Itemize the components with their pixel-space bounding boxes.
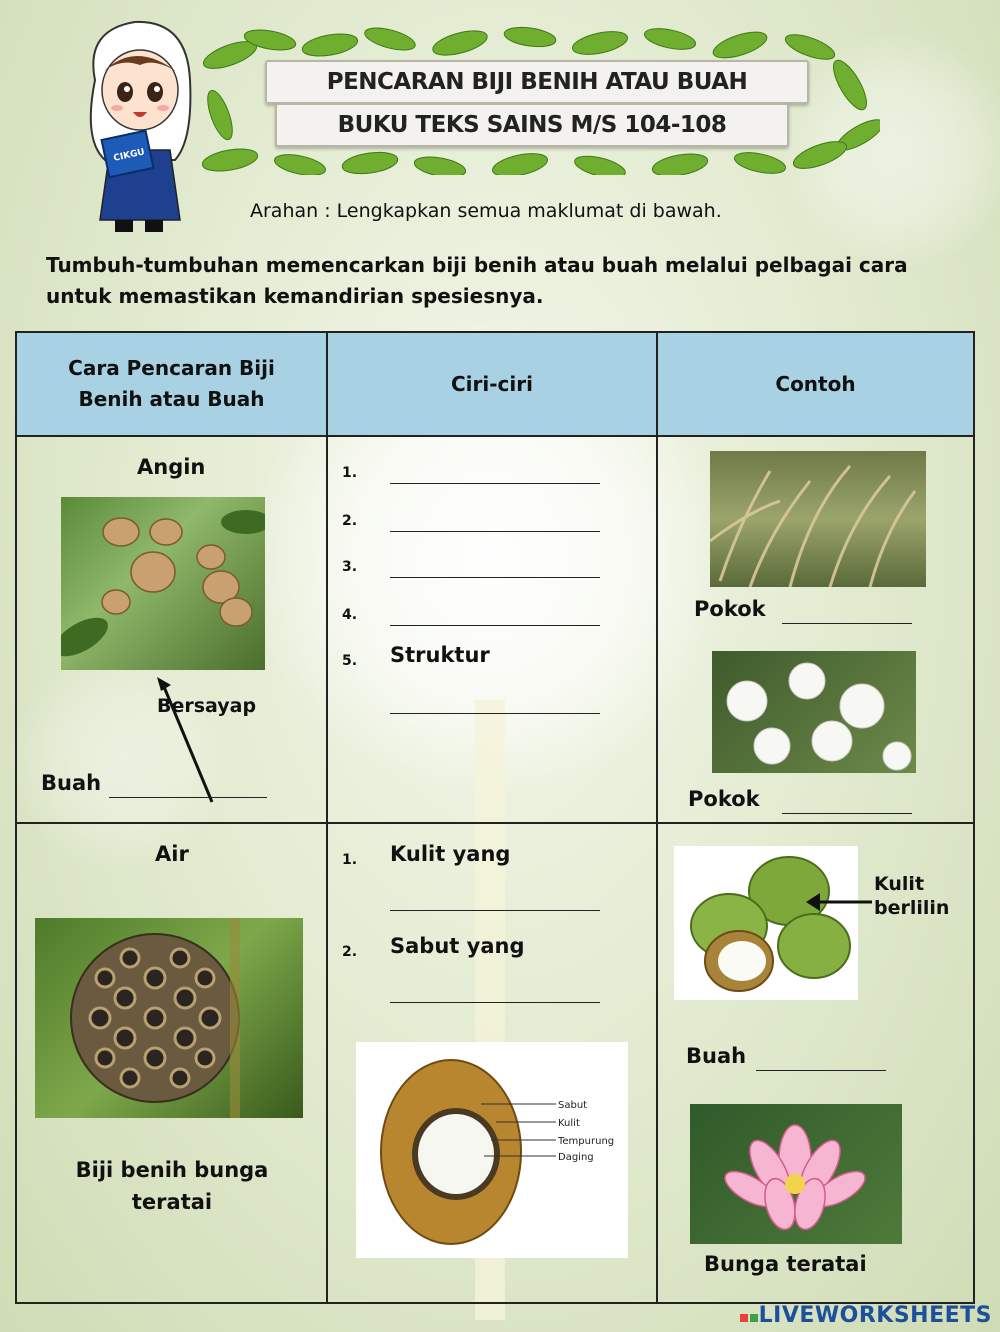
- coconut-illustration: [674, 846, 858, 1000]
- lotus-seed-pod-illustration: [35, 918, 303, 1118]
- grass-illustration: [710, 451, 926, 587]
- method-air: Air: [155, 842, 189, 866]
- teacher-cartoon: [75, 10, 205, 240]
- coconut-cross-section: [356, 1042, 628, 1258]
- liveworksheets-logo: [739, 1303, 992, 1328]
- lotus-flower-photo: [690, 1104, 902, 1244]
- winged-fruit-illustration: [61, 497, 265, 670]
- badge-text: CIKGU: [112, 147, 146, 164]
- cell-water-characteristics: [327, 823, 657, 1303]
- table-row-wind: [16, 436, 974, 823]
- label-tempurung: Tempurung: [558, 1136, 615, 1147]
- item-number-2-water: 2.: [342, 944, 358, 960]
- blank-characteristic-4[interactable]: [390, 625, 600, 626]
- winged-fruit-photo: [61, 497, 265, 670]
- logo-square-icon: [750, 1314, 758, 1322]
- method-angin: Angin: [137, 455, 206, 479]
- grass-photo: [710, 451, 926, 587]
- intro-paragraph: Tumbuh-tumbuhan memencarkan biji benih atau buah melalui pelbagai cara untuk memastikan kemandirian spesiesnya.: [46, 253, 908, 308]
- logo-text: LIVEWORKSHEETS: [758, 1303, 992, 1328]
- item-number-4: 4.: [342, 607, 358, 623]
- item-number-2: 2.: [342, 513, 358, 529]
- dispersal-table: [15, 331, 975, 1304]
- item-number-1: 1.: [342, 465, 358, 481]
- label-sabut-yang: Sabut yang: [390, 934, 525, 958]
- item-number-5: 5.: [342, 653, 358, 669]
- arrow-to-coconut: [806, 888, 874, 916]
- label-struktur: Struktur: [390, 643, 490, 667]
- label-pokok-1: Pokok: [694, 597, 766, 621]
- lotus-flower-illustration: [690, 1104, 902, 1244]
- cell-water-method: [16, 823, 327, 1303]
- lotus-seed-pod-photo: [35, 918, 303, 1118]
- header-method: Cara Pencaran Biji Benih atau Buah: [16, 332, 327, 436]
- cell-wind-characteristics: [327, 436, 657, 823]
- cotton-photo: [712, 651, 916, 773]
- item-number-1-water: 1.: [342, 852, 358, 868]
- item-number-3: 3.: [342, 559, 358, 575]
- label-bersayap: Bersayap: [157, 695, 257, 717]
- blank-characteristic-1[interactable]: [390, 483, 600, 484]
- label-sabut: Sabut: [558, 1100, 588, 1111]
- instruction-text: Arahan : Lengkapkan semua maklumat di bawah.: [250, 200, 722, 222]
- blank-fruit-name[interactable]: [109, 797, 267, 798]
- label-lotus-seed: Biji benih bunga teratai: [75, 1158, 269, 1214]
- blank-characteristic-2[interactable]: [390, 531, 600, 532]
- label-waxy-skin: Kulit berlilin: [874, 873, 950, 919]
- blank-plant-1[interactable]: [782, 623, 912, 624]
- header-examples: Contoh: [657, 332, 974, 436]
- cell-wind-method: [16, 436, 327, 823]
- blank-plant-2[interactable]: [782, 813, 912, 814]
- cell-water-examples: [657, 823, 974, 1303]
- label-daging: Daging: [558, 1152, 594, 1163]
- blank-skin[interactable]: [390, 910, 600, 911]
- label-buah-wind: Buah: [41, 771, 102, 795]
- table-row-water: [16, 823, 974, 1303]
- blank-husk[interactable]: [390, 1002, 600, 1003]
- header-characteristics: Ciri-ciri: [327, 332, 657, 436]
- coconut-photo: [674, 846, 858, 1000]
- label-lotus-flower: Bunga teratai: [704, 1252, 867, 1276]
- label-buah-water: Buah: [686, 1044, 747, 1068]
- title-banner: [190, 25, 880, 175]
- blank-structure[interactable]: [390, 713, 600, 714]
- title-line-2: BUKU TEKS SAINS M/S 104-108: [275, 103, 789, 147]
- blank-water-fruit[interactable]: [756, 1070, 886, 1071]
- logo-square-icon: [740, 1314, 748, 1322]
- cell-wind-examples: [657, 436, 974, 823]
- label-kulit: Kulit: [558, 1118, 580, 1129]
- blank-characteristic-3[interactable]: [390, 577, 600, 578]
- label-kulit-yang: Kulit yang: [390, 842, 511, 866]
- label-pokok-2: Pokok: [688, 787, 760, 811]
- title-line-1: PENCARAN BIJI BENIH ATAU BUAH: [265, 60, 809, 104]
- cotton-illustration: [712, 651, 916, 773]
- coconut-cross-section-diagram: [356, 1042, 628, 1258]
- table-header-row: [16, 332, 974, 436]
